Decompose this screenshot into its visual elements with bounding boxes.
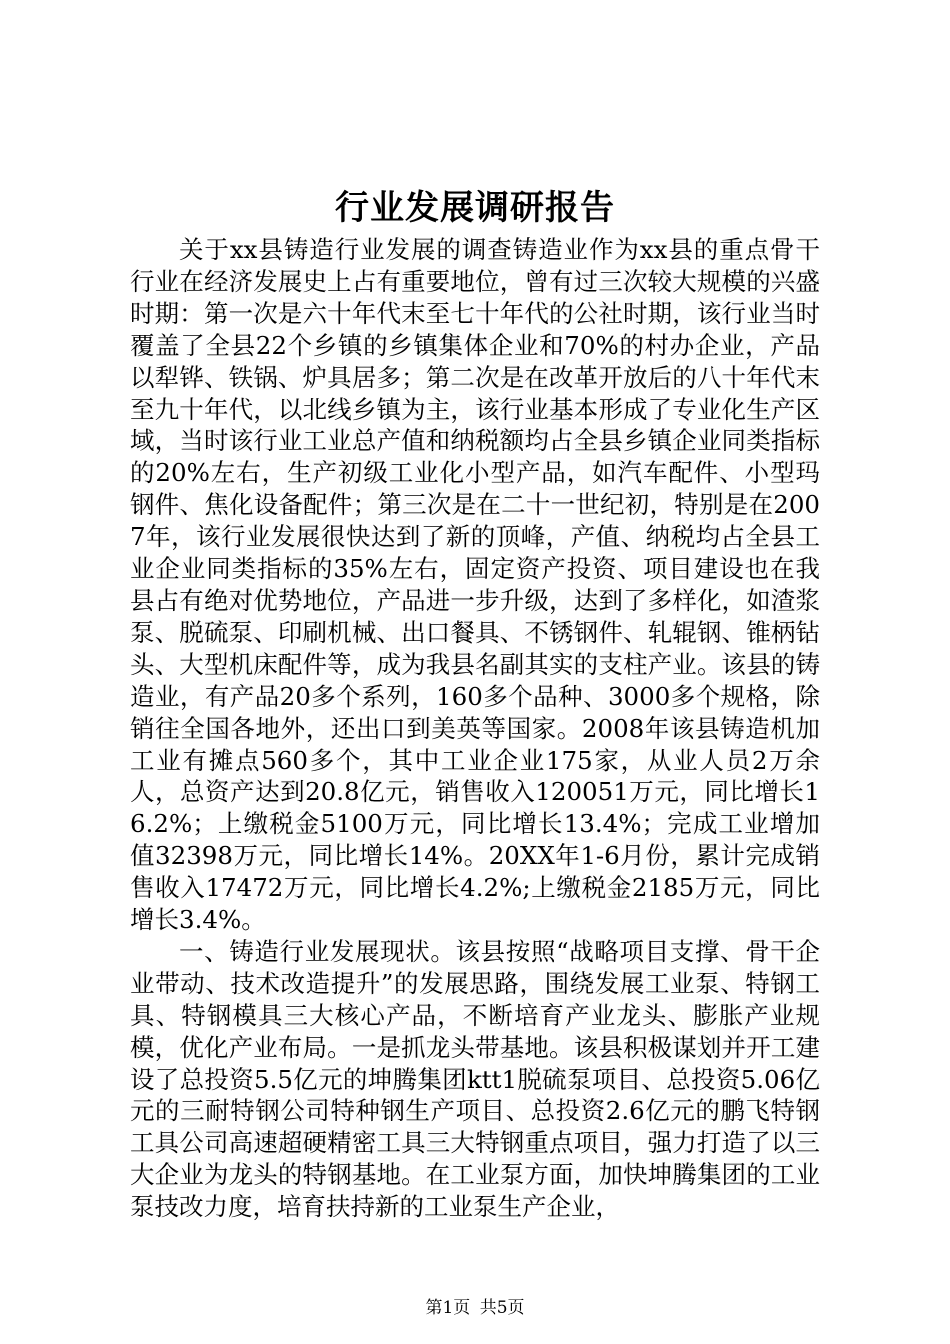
page-footer — [0, 1296, 950, 1320]
paragraph-intro: 关于xx县铸造行业发展的调查铸造业作为xx县的重点骨干行业在经济发展史上占有重要地位，曾有过三次较大规模的兴盛时期：第一次是六十年代末至七十年代的公社时期，该行业当时覆盖了全县22个乡镇的乡镇集体企业和70%的村办企业，产品以犁铧、铁锅、炉具居多；第二次是在改革开放后的八十年代末至九十年代，以北线乡镇为主，该行业基本形成了专业化生产区域，当时该行业工业总产值和纳税额均占全县乡镇企业同类指标的20%左右，生产初级工业化小型产品，如汽车配件、小型玛钢件、焦化设备配件；第三次是在二十一世纪初，特别是在2007年，该行业发展很快达到了新的顶峰，产值、纳税均占全县工业企业同类指标的35%左右，固定资产投资、项目建设也在我县占有绝对优势地位，产品进一步升级，达到了多样化，如渣浆泵、脱硫泵、印刷机械、出口餐具、不锈钢件、轧辊钢、锥柄钻头、大型机床配件等，成为我县名副其实的支柱产业。该县的铸造业，有产品20多个系列，160多个品种、3000多个规格，除销往全国各地外，还出口到美英等国家。2008年该县铸造机加工业有摊点560多个，其中工业企业175家，从业人员2万余人，总资产达到20.8亿元，销售收入120051万元，同比增长16.2%；上缴税金5100万元，同比增长13.4%；完成工业增加值32398万元，同比增长14%。20XX年1-6月份，累计完成销售收入17472万元，同比增长4.2%;上缴税金2185万元，同比增长3.4%。 — [130, 235, 820, 935]
page-number: 第1页 — [425, 1298, 471, 1318]
paragraph-section-1: 一、铸造行业发展现状。该县按照“战略项目支撑、骨干企业带动、技术改造提升”的发展思路，围绕发展工业泵、特钢工具、特钢模具三大核心产品，不断培育产业龙头、膨胀产业规模，优化产业布局。一是抓龙头带基地。该县积极谋划并开工建设了总投资5.5亿元的坤腾集团ktt1脱硫泵项目、总投资5.06亿元的三耐特钢公司特种钢生产项目、总投资2.6亿元的鹏飞特钢工具公司高速超硬精密工具三大特钢重点项目，强力打造了以三大企业为龙头的特钢基地。在工业泵方面，加快坤腾集团的工业泵技改力度，培育扶持新的工业泵生产企业， — [130, 936, 820, 1222]
document-body — [130, 234, 820, 1223]
document-title: 行业发展调研报告 — [335, 188, 615, 228]
page-total: 共5页 — [479, 1298, 525, 1318]
